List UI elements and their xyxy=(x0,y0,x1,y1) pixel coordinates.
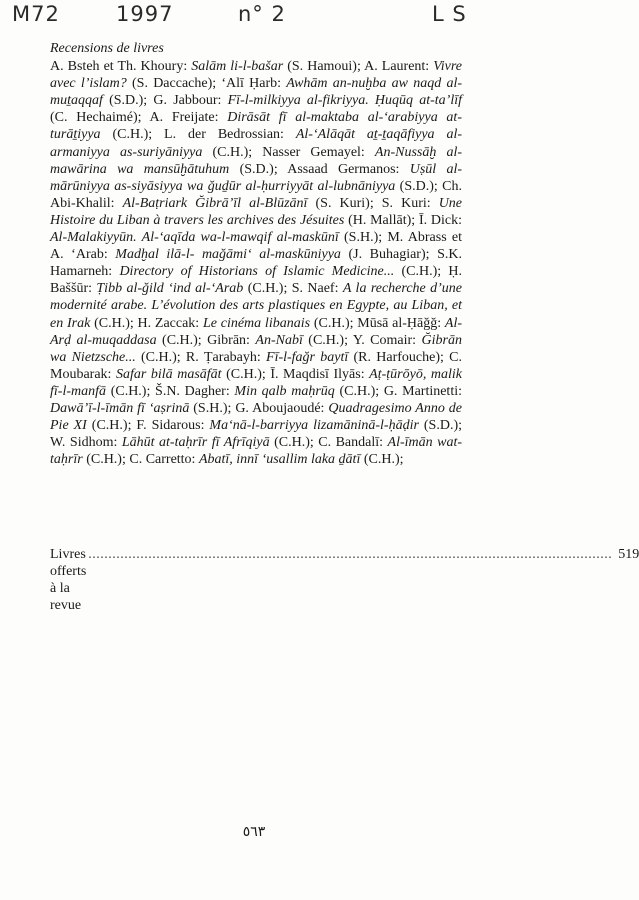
handwritten-initials: L S xyxy=(432,2,467,26)
toc-dot-leader: ................................................................................................................................... xyxy=(88,547,613,562)
toc-page-number: 519 xyxy=(618,547,639,562)
handwritten-number: n° 2 xyxy=(238,2,286,26)
handwritten-code: M72 xyxy=(12,2,60,26)
section-heading: Recensions de livres xyxy=(50,41,164,56)
toc-entry-label: Livres offerts à la revue xyxy=(50,547,87,613)
toc-entry xyxy=(50,546,639,614)
reviews-section xyxy=(50,40,462,468)
handwritten-year: 1997 xyxy=(116,2,174,26)
folio-page-number: ٥٦٣ xyxy=(242,824,266,840)
reviews-paragraph: A. Bsteh et Th. Khoury: Salām li-l-bašar (S. Hamoui); A. Laurent: Vivre avec l’islam? (S. Daccache); ‘Alī Ḥarb: Awhām an-nuḫba aw naqd al-muṯaqqaf (S.D.); G. Jabbour: Fī-l-milkiyya al-fikriyya. Ḥuqūq at-ta’līf (C. Hechaimé); A. Freijate: Dirāsāt fī al-maktaba al-‘arabiyya at-turāṯiyya (C.H.); L. der Bedrossian: Al-‘Alāqāt aṯ-ṯaqāfiyya al-armaniyya as-suriyāniyya (C.H.); Nasser Gemayel: An-Nussāḫ al-mawārina wa mansūḫātuhum (S.D.); Assaad Germanos: Uṣūl al-mārūniyya as-siyāsiyya wa ğuḏūr al-ḥurriyyāt al-lubnāniyya (S.D.); Ch. Abi-Khalil: Al-Baṭriark Ğibrā’īl al-Blūzānī (S. Kuri); S. Kuri: Une Histoire du Liban à travers les archives des Jésuites (H. Mallāt); Ī. Dick: Al-Malakiyyūn. Al-‘aqīda wa-l-mawqif al-maskūnī (S.H.); M. Abrass et A. ‘Arab: Madḫal ilā-l- mağāmi‘ al-maskūniyya (J. Buhagiar); S.K. Hamarneh: Directory of Historians of Islamic Medicine... (C.H.); Ḥ. Baššūr: Ṭibb al-ğild ‘ind al-‘Arab (C.H.); S. Naef: A la recherche d’une modernité arabe. L’évolution des arts plastiques en Egypte, au Liban, et en Irak (C.H.); H. Zaccak: Le cinéma libanais (C.H.); Mūsā al-Ḥāğğ: Al-Arḍ al-muqaddasa (C.H.); Gibrān: An-Nabī (C.H.); Y. Comair: Ğibrān wa Nietzsche... (C.H.); R. Ṭarabayh: Fī-l-fağr baytī (R. Harfouche); C. Moubarak: Safar bilā masāfāt (C.H.); Ī. Maqdisī Ilyās: Aṭ-ṭūrōyō, malik fī-l-manfā (C.H.); Š.N. Dagher: Min qalb maḥrūq (C.H.); G. Martinetti: Dawā’ī-l-īmān fī ‘aṣrinā (S.H.); G. Aboujaoudé: Quadragesimo Anno de Pie XI (C.H.); F. Sidarous: Ma‘nā-l-barriyya lizamāninā-l-ḥāḍir (S.D.); W. Sidhom: Lāhūt at-taḥrīr fī Afrīqiyā (C.H.); C. Bandalī: Al-īmān wat-taḥrīr (C.H.); C. Carretto: Abatī, innī ‘usallim laka ḏātī (C.H.); xyxy=(50,59,463,468)
